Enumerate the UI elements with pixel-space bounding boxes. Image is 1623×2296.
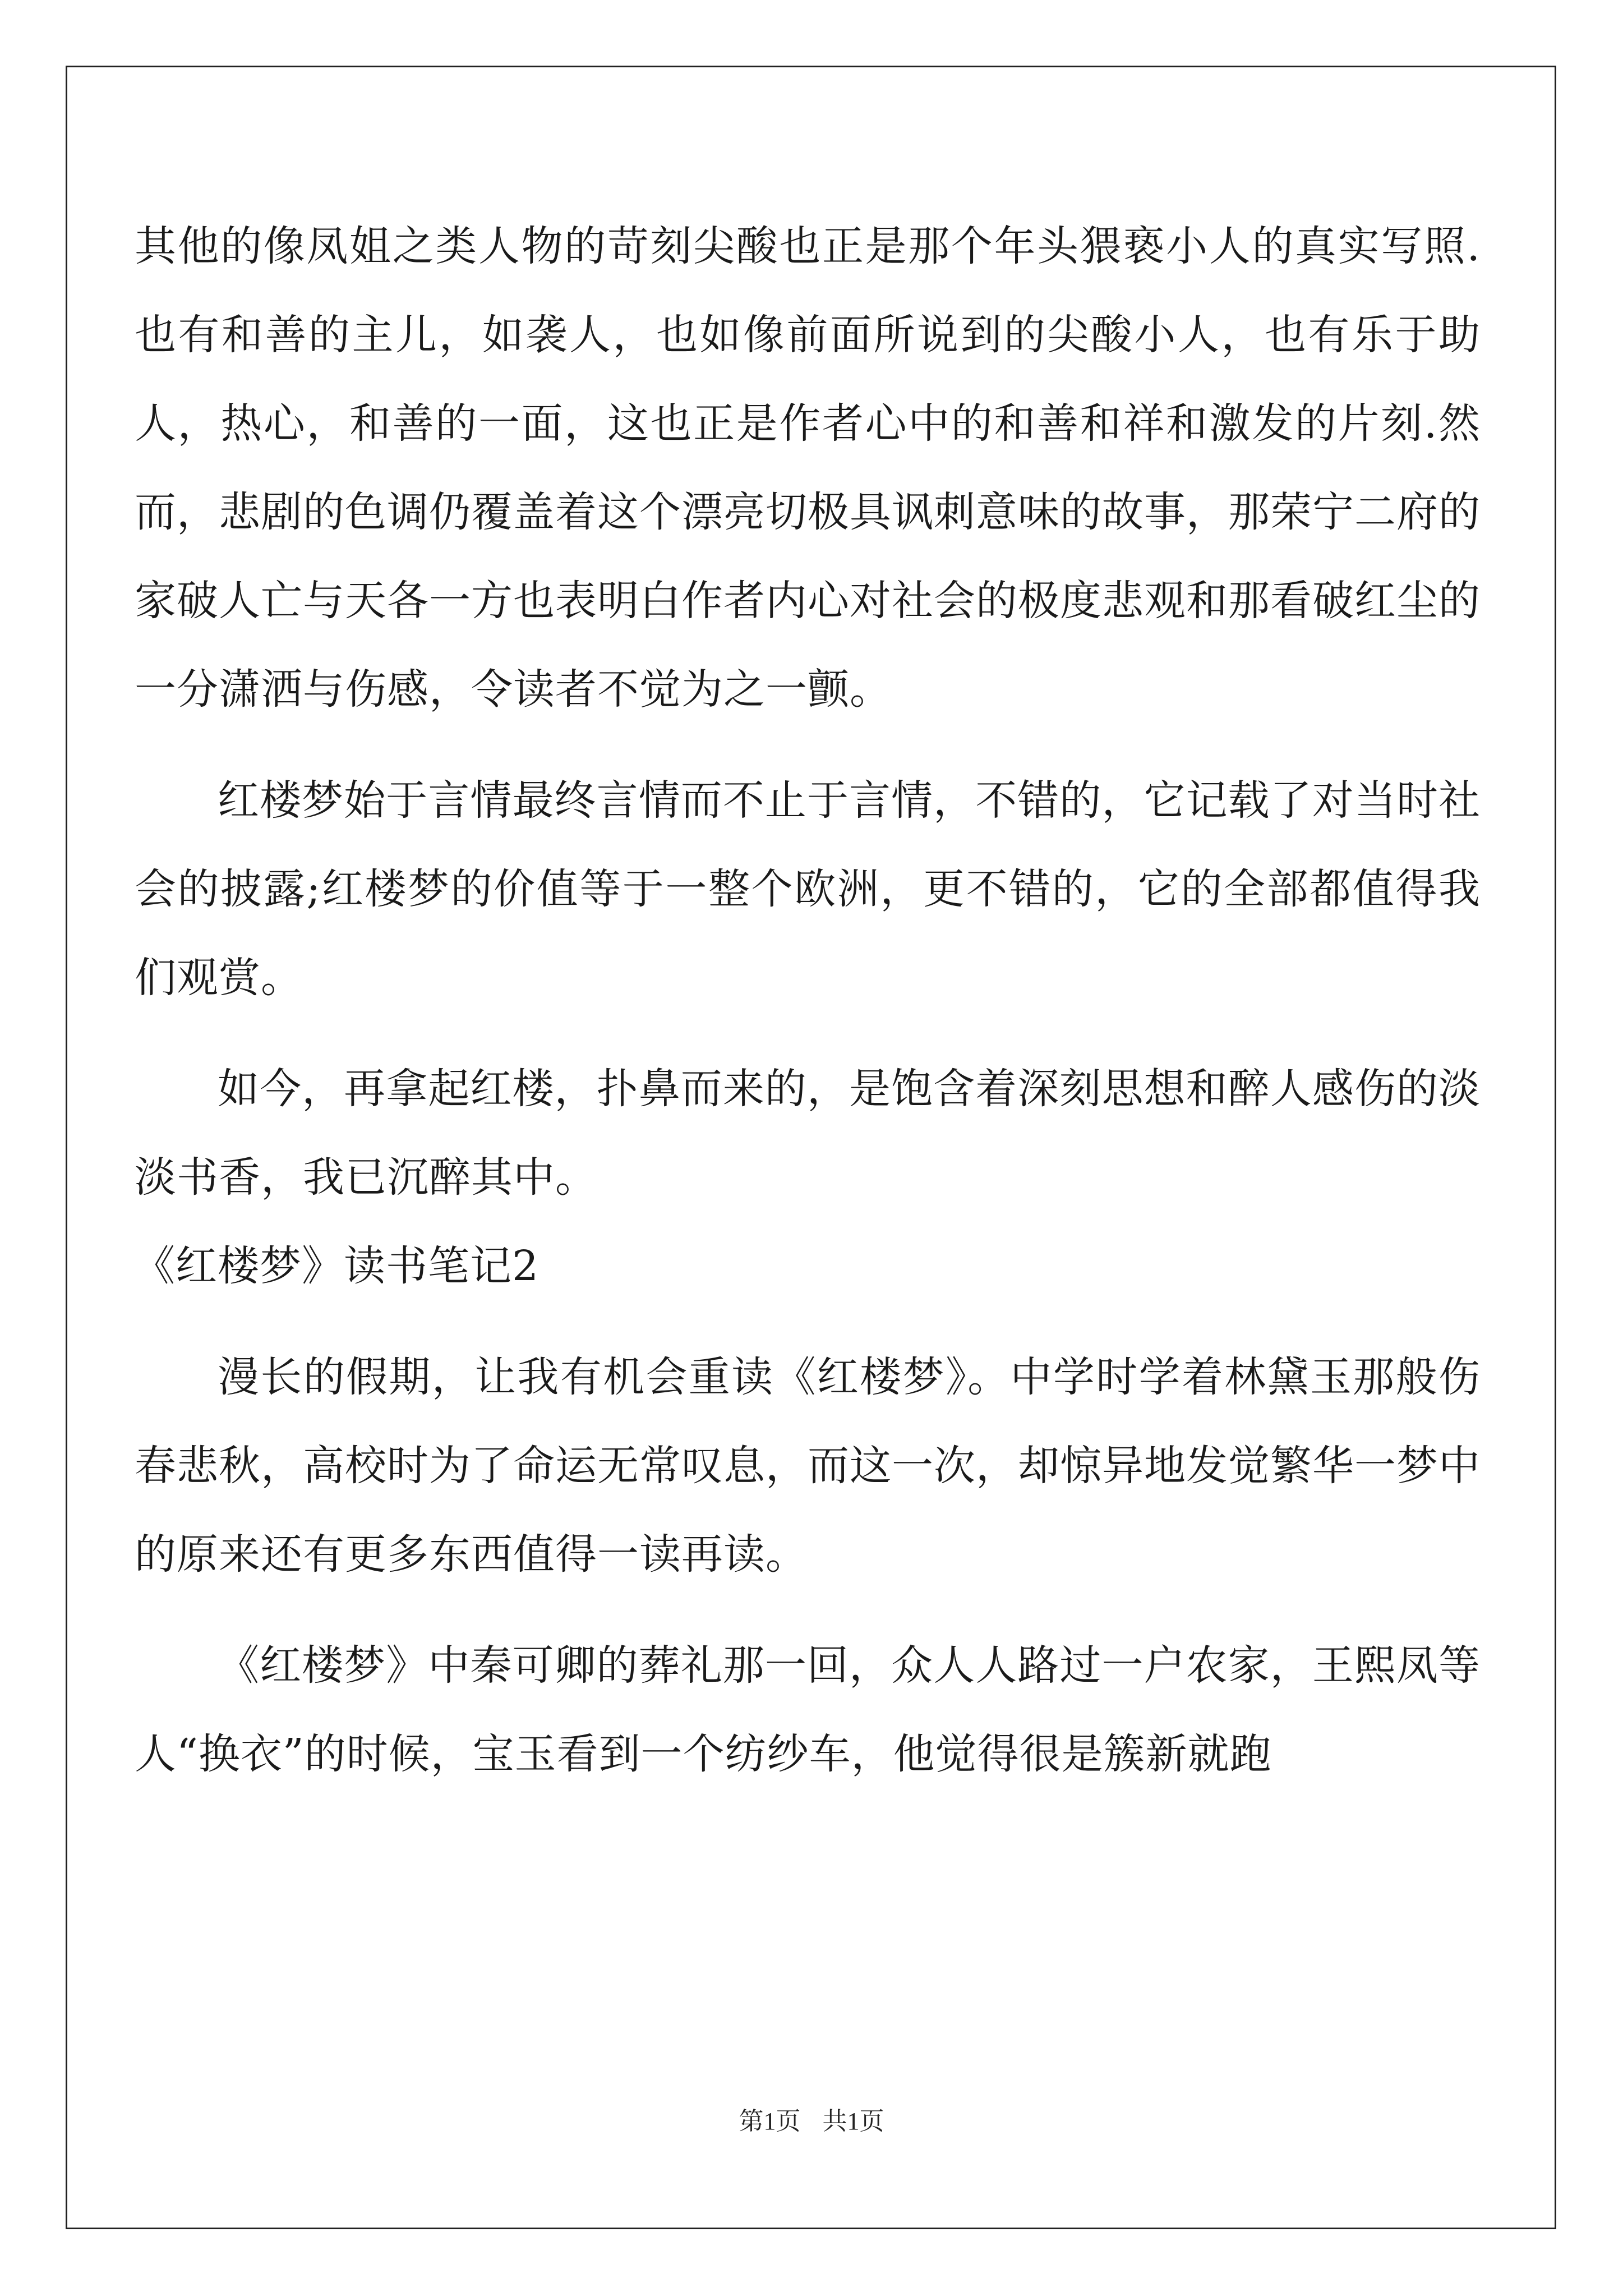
paragraph-5: 《红楼梦》中秦可卿的葬礼那一回，众人人路过一户农家，王熙凤等人“换衣”的时候，宝玉看到一个纺纱车，他觉得很是簇新就跑 [135,1641,1481,1778]
page-number: 第1页 [739,2108,801,2135]
paragraph-3: 如今，再拿起红楼，扑鼻而来的，是饱含着深刻思想和醉人感伤的淡淡书香，我已沉醉其中。 [135,1065,1481,1202]
paragraph-4: 漫长的假期，让我有机会重读《红楼梦》。中学时学着林黛玉那般伤春悲秋，高校时为了命运无常叹息，而这一次，却惊异地发觉繁华一梦中的原来还有更多东西值得一读再读。 [135,1353,1481,1579]
page-total: 共1页 [822,2108,884,2135]
section-heading: 《红楼梦》读书笔记2 [133,1242,540,1290]
document-body [135,202,1481,1821]
paragraph-2: 红楼梦始于言情最终言情而不止于言情，不错的，它记载了对当时社会的披露;红楼梦的价值等于一整个欧洲，更不错的，它的全部都值得我们观赏。 [135,776,1481,1002]
paragraph-1: 其他的像凤姐之类人物的苛刻尖酸也正是那个年头猥亵小人的真实写照.也有和善的主儿，如袭人，也如像前面所说到的尖酸小人，也有乐于助人，热心，和善的一面，这也正是作者心中的和善和祥和激发的片刻.然而，悲剧的色调仍覆盖着这个漂亮切极具讽刺意味的故事，那荣宁二府的家破人亡与天各一方也表明白作者内心对社会的极度悲观和那看破红尘的一分潇洒与伤感，令读者不觉为之一颤。 [135,222,1481,714]
page-footer [0,2101,1623,2137]
